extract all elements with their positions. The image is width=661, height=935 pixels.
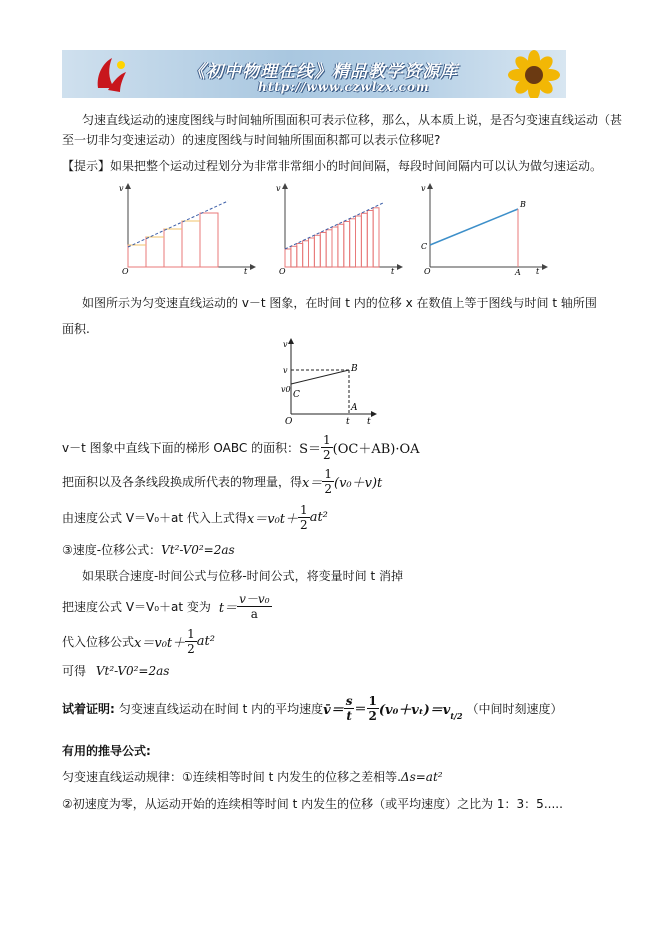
velocity-line — [62, 590, 272, 622]
substitute-den: 2 — [300, 517, 308, 532]
velocity-fraction — [237, 592, 271, 621]
fine-step-bar — [285, 249, 291, 267]
prove-fraction2 — [367, 694, 379, 723]
para1-line1: 如图所示为匀变速直线运动的 v－t 图象，在时间 t 内的位移 x 在数值上等于图线与时间 t 轴所围 — [82, 296, 597, 310]
fine-step-bar — [303, 241, 309, 267]
area-num: 1 — [323, 432, 331, 447]
result-text: 可得 — [62, 664, 87, 678]
sub-disp-lhs: x＝v₀t＋ — [134, 635, 186, 651]
prove-label: 试着证明: — [62, 701, 115, 716]
intro-line1: 匀速直线运动的速度图线与时间轴所围面积可表示位移，那么，从本质上说，是否匀变速直线运动（甚 — [82, 113, 623, 127]
combine-line: 如果联合速度-时间公式与位移-时间公式，将变量时间 t 消掉 — [82, 569, 403, 583]
graph1-origin-label: O — [122, 267, 129, 275]
convert-rhs: (v₀＋v)t — [334, 475, 383, 491]
convert-fraction — [322, 467, 334, 496]
oabc-a-label: A — [351, 403, 358, 413]
oabc-t-axis-label: t — [367, 417, 371, 426]
fine-step-bar — [291, 246, 297, 267]
fine-step-bar — [314, 235, 320, 267]
fine-step-bar — [332, 227, 338, 267]
oabc-v-label: v — [283, 366, 288, 375]
sub-disp-text: 代入位移公式 — [62, 634, 135, 649]
fine-step-bar — [373, 208, 379, 267]
area-rhs: (OC＋AB)·OA — [332, 441, 420, 457]
prove-line — [62, 690, 563, 726]
fine-step-bar — [326, 230, 332, 267]
oabc-t-label: t — [346, 417, 350, 426]
substitute-text: 由速度公式 V＝V₀＋at 代入上式得 — [62, 510, 247, 525]
sub-disp-num: 1 — [187, 626, 195, 641]
substitute-lhs: x＝v₀t＋ — [246, 511, 299, 527]
sub-disp-line — [62, 626, 215, 656]
fine-step-bar — [361, 213, 367, 267]
banner-url[interactable]: http://www.czwlzx.com — [258, 80, 430, 94]
rule1-formula: Δs=at² — [400, 770, 443, 784]
substitute-line — [62, 502, 328, 532]
convert-num: 1 — [324, 466, 332, 481]
result-line — [62, 662, 169, 679]
prove-text: 匀变速直线运动在时间 t 内的平均速度 — [118, 701, 324, 716]
velocity-lhs: t＝ — [218, 600, 238, 616]
prove-num1: s — [345, 693, 353, 708]
sub-disp-den: 2 — [187, 641, 195, 656]
graph2-v-label: v — [276, 184, 281, 193]
rule1-text: 匀变速直线运动规律：①连续相等时间 t 内发生的位移之差相等. — [62, 770, 401, 784]
graph3-a-label: A — [515, 268, 521, 275]
graph2-origin-label: O — [279, 267, 286, 275]
result-formula: Vt²-V0²=2as — [95, 664, 170, 678]
prove-note: （中间时刻速度） — [466, 701, 563, 716]
graph3-origin-label: O — [424, 267, 431, 275]
substitute-num: 1 — [300, 502, 308, 517]
graph1-v-label: v — [119, 184, 124, 193]
area-fraction — [321, 433, 333, 462]
prove-fraction1 — [344, 694, 355, 723]
velocity-den: a — [250, 606, 258, 621]
convert-lhs: x＝ — [302, 475, 323, 491]
substitute-fraction — [298, 503, 310, 532]
prove-den2: 2 — [368, 708, 377, 723]
sub-disp-rhs: at² — [196, 633, 215, 649]
rule1-line — [62, 768, 443, 785]
area-den: 2 — [323, 447, 331, 462]
fine-step-bar — [350, 219, 356, 267]
prove-sub: t/2 — [450, 711, 463, 721]
convert-den: 2 — [324, 481, 332, 496]
useful-title: 有用的推导公式: — [62, 744, 151, 758]
area-formula-line — [62, 432, 420, 462]
hint-tag: 【提示】 — [62, 159, 111, 173]
sunflower-icon — [502, 50, 566, 98]
oabc-b-label: B — [351, 364, 358, 374]
header-banner — [62, 50, 566, 98]
graph3-v-label: v — [421, 184, 426, 193]
prove-num2: 1 — [368, 693, 377, 708]
prove-den1: t — [346, 708, 352, 723]
hint-text: 如果把整个运动过程划分为非常非常细小的时间间隔，每段时间间隔内可以认为做匀速运动。 — [110, 159, 603, 173]
oabc-v0-label: v0 — [281, 385, 291, 394]
fine-step-bar — [297, 244, 303, 268]
velocity-text: 把速度公式 V＝V₀＋at 变为 — [62, 599, 211, 614]
prove-eq2: ＝ — [354, 701, 367, 716]
intro-line2: 至一切非匀变速运动）的速度图线与时间轴所围面积都可以表示位移呢? — [62, 133, 441, 147]
graph-oabc — [279, 338, 379, 426]
item3-line — [62, 541, 235, 558]
hint-paragraph — [62, 157, 602, 174]
area-text: v－t 图象中直线下面的梯形 OABC 的面积： — [62, 440, 300, 455]
fine-step-bar — [344, 222, 350, 268]
graph3-c-label: C — [421, 242, 428, 251]
prove-rhs: (v₀＋vₜ)＝v — [378, 702, 451, 718]
convert-line — [62, 466, 382, 496]
convert-text: 把面积以及各条线段换成所代表的物理量，得 — [62, 474, 303, 489]
fine-step-bar — [356, 216, 362, 267]
graph-steps-fine — [273, 183, 403, 275]
oabc-v-axis-label: v — [283, 340, 288, 349]
item3-text: ③速度-位移公式： — [62, 543, 162, 557]
graph1-t-label: t — [244, 267, 248, 275]
banner-title: 《初中物理在线》精品教学资源库 — [188, 62, 458, 82]
fine-step-bar — [367, 211, 373, 268]
fine-step-bar — [338, 224, 344, 267]
velocity-num: v－v₀ — [239, 591, 270, 606]
substitute-rhs: at² — [309, 509, 328, 525]
graph3-t-label: t — [536, 267, 540, 275]
logo-icon — [90, 54, 130, 94]
rule2-line: ②初速度为零，从运动开始的连续相等时间 t 内发生的位移（或平均速度）之比为 1：3：5..... — [62, 797, 563, 811]
para1-line2: 面积. — [62, 322, 90, 336]
item3-formula: Vt²-V0²=2as — [161, 543, 235, 557]
fine-step-bar — [320, 233, 326, 268]
oabc-c-label: C — [293, 390, 300, 400]
graph-steps-coarse — [116, 183, 256, 275]
sub-disp-fraction — [185, 627, 197, 656]
graph-trapezoid — [418, 183, 548, 275]
graph2-t-label: t — [391, 267, 395, 275]
prove-lhs: v̄＝ — [323, 702, 344, 718]
oabc-origin-label: O — [285, 417, 293, 426]
graph3-b-label: B — [520, 200, 526, 209]
area-lhs: S＝ — [299, 441, 322, 457]
fine-step-bar — [309, 238, 315, 267]
